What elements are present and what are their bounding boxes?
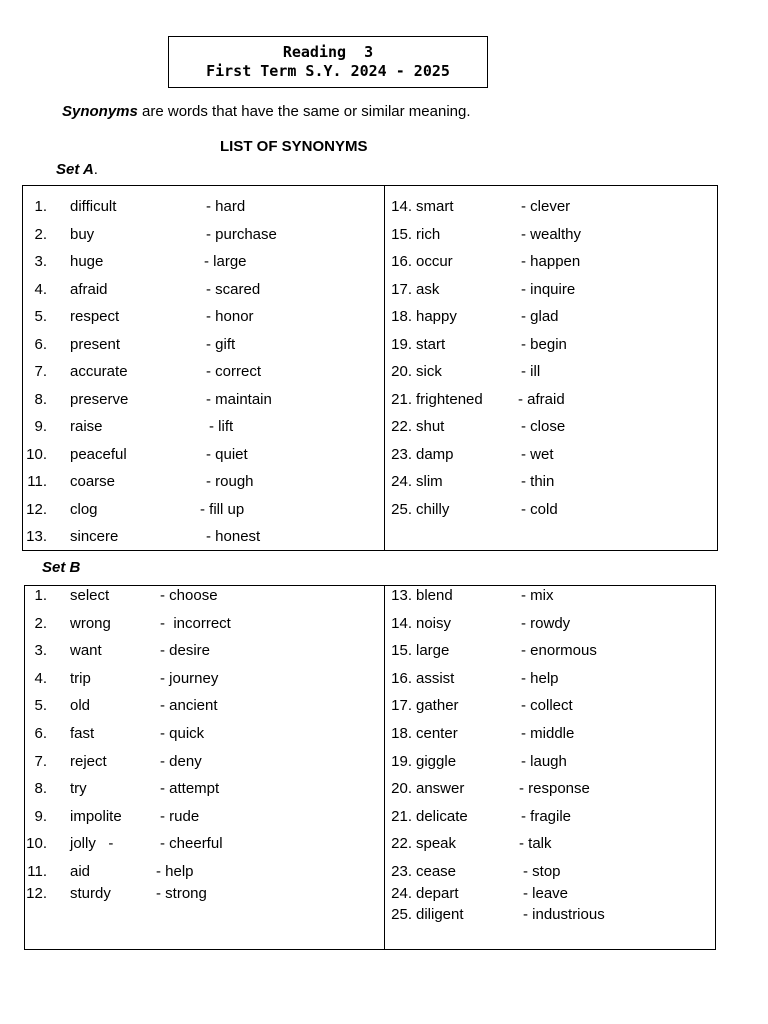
synonym-row: [0, 641, 768, 661]
synonym-row: [0, 197, 768, 217]
row-number: 12.: [26, 885, 47, 902]
row-synonym: - help: [156, 863, 194, 880]
row-synonym: - strong: [156, 885, 207, 902]
row-word: giggle: [416, 753, 457, 770]
row-synonym: - wet: [521, 446, 554, 463]
row-word: accurate: [70, 363, 128, 380]
list-heading: LIST OF SYNONYMS: [220, 138, 368, 155]
set-b-label: Set B: [42, 559, 81, 576]
synonym-row: [0, 362, 768, 382]
row-synonym: - ill: [521, 363, 541, 380]
synonym-row: [0, 472, 768, 492]
title-line-2: First Term S.Y. 2024 - 2025: [206, 62, 450, 80]
row-number: 16.: [391, 253, 412, 270]
row-synonym: - ancient: [160, 697, 218, 714]
row-synonym: - rough: [206, 473, 254, 490]
set-a-label: [56, 161, 98, 178]
row-synonym: - lift: [209, 418, 234, 435]
row-synonym: - purchase: [206, 226, 277, 243]
row-synonym: - attempt: [160, 780, 220, 797]
row-number: 11.: [27, 473, 47, 490]
row-synonym: - journey: [160, 670, 219, 687]
row-synonym: - response: [519, 780, 590, 797]
row-number: 18.: [391, 308, 412, 325]
row-number: 20.: [391, 780, 412, 797]
row-word: coarse: [70, 473, 116, 490]
row-word: fast: [70, 725, 95, 742]
row-number: 21.: [391, 391, 412, 408]
row-word: frightened: [416, 391, 483, 408]
synonym-row: [0, 586, 768, 606]
synonym-row: [0, 335, 768, 355]
row-word: gather: [416, 697, 459, 714]
title-box: [168, 36, 488, 88]
row-number: 3.: [34, 253, 47, 270]
row-synonym: - deny: [160, 753, 202, 770]
row-word: trip: [70, 670, 91, 687]
row-synonym: - happen: [521, 253, 581, 270]
row-synonym: - stop: [523, 863, 561, 880]
synonym-row: [0, 905, 768, 925]
row-synonym: - collect: [521, 697, 573, 714]
synonym-row: [0, 500, 768, 520]
row-word: delicate: [416, 808, 468, 825]
row-synonym: - rowdy: [521, 615, 571, 632]
synonym-row: [0, 225, 768, 245]
row-word: buy: [70, 226, 95, 243]
row-synonym: - talk: [519, 835, 552, 852]
row-word: shut: [416, 418, 445, 435]
row-number: 25.: [391, 501, 412, 518]
row-word: try: [70, 780, 87, 797]
title-line-1: Reading 3: [282, 43, 374, 61]
row-synonym: - gift: [206, 336, 236, 353]
synonym-row: [0, 834, 768, 854]
row-word: ask: [416, 281, 440, 298]
row-number: 14.: [391, 615, 412, 632]
row-number: 19.: [391, 753, 412, 770]
row-word: rich: [416, 226, 441, 243]
synonym-row: [0, 779, 768, 799]
row-synonym: - afraid: [518, 391, 565, 408]
set-a-label-suffix: .: [93, 161, 98, 178]
row-synonym: - help: [521, 670, 559, 687]
row-number: 13.: [26, 528, 47, 545]
row-word: speak: [416, 835, 457, 852]
row-synonym: - maintain: [206, 391, 272, 408]
row-number: 8.: [34, 780, 47, 797]
row-number: 9.: [34, 808, 47, 825]
row-number: 23.: [391, 446, 412, 463]
row-synonym: - inquire: [521, 281, 576, 298]
row-synonym: - honest: [206, 528, 261, 545]
row-synonym: - incorrect: [160, 615, 231, 632]
row-synonym: - begin: [521, 336, 567, 353]
row-synonym: - rude: [160, 808, 200, 825]
row-number: 6.: [34, 725, 47, 742]
row-word: jolly -: [70, 835, 114, 852]
row-synonym: - wealthy: [521, 226, 582, 243]
row-number: 1.: [34, 587, 47, 604]
row-word: select: [70, 587, 110, 604]
row-word: happy: [416, 308, 457, 325]
row-number: 21.: [391, 808, 412, 825]
row-synonym: - clever: [521, 198, 571, 215]
row-word: answer: [416, 780, 465, 797]
row-word: noisy: [416, 615, 452, 632]
synonym-row: [0, 252, 768, 272]
row-word: impolite: [70, 808, 122, 825]
row-number: 22.: [391, 418, 412, 435]
synonym-row: [0, 614, 768, 634]
row-word: damp: [416, 446, 454, 463]
row-number: 10.: [26, 446, 47, 463]
row-synonym: - quiet: [206, 446, 248, 463]
row-number: 2.: [34, 615, 47, 632]
row-synonym: - enormous: [521, 642, 597, 659]
row-number: 11.: [27, 863, 47, 880]
synonym-row: [0, 390, 768, 410]
row-word: center: [416, 725, 458, 742]
synonym-row: [0, 527, 768, 547]
row-number: 25.: [391, 906, 412, 923]
row-synonym: - leave: [523, 885, 569, 902]
row-number: 6.: [34, 336, 47, 353]
row-number: 16.: [391, 670, 412, 687]
row-number: 4.: [34, 281, 47, 298]
row-word: peaceful: [70, 446, 127, 463]
row-word: sturdy: [70, 885, 111, 902]
row-number: 3.: [34, 642, 47, 659]
row-word: wrong: [70, 615, 111, 632]
row-number: 23.: [391, 863, 412, 880]
row-number: 7.: [34, 753, 47, 770]
row-word: raise: [70, 418, 103, 435]
row-synonym: - fill up: [200, 501, 245, 518]
row-word: clog: [70, 501, 98, 518]
row-word: reject: [70, 753, 107, 770]
row-synonym: - desire: [160, 642, 211, 659]
row-word: blend: [416, 587, 453, 604]
synonym-row: [0, 752, 768, 772]
set-a-label-text: Set A: [56, 161, 94, 178]
row-word: occur: [416, 253, 453, 270]
row-word: assist: [416, 670, 455, 687]
row-word: start: [416, 336, 446, 353]
row-number: 12.: [26, 501, 47, 518]
row-synonym: - glad: [521, 308, 559, 325]
synonym-row: [0, 884, 768, 904]
row-synonym: - large: [204, 253, 247, 270]
row-synonym: - close: [521, 418, 566, 435]
row-word: huge: [70, 253, 104, 270]
row-word: difficult: [70, 198, 117, 215]
row-synonym: - hard: [206, 198, 246, 215]
row-number: 4.: [34, 670, 47, 687]
row-word: sincere: [70, 528, 119, 545]
row-number: 5.: [34, 308, 47, 325]
row-word: aid: [70, 863, 91, 880]
synonym-row: [0, 445, 768, 465]
row-number: 7.: [34, 363, 47, 380]
row-number: 14.: [391, 198, 412, 215]
synonym-row: [0, 307, 768, 327]
synonym-row: [0, 669, 768, 689]
intro-term: Synonyms: [62, 103, 138, 120]
row-synonym: - thin: [521, 473, 555, 490]
row-word: present: [70, 336, 121, 353]
row-word: chilly: [416, 501, 450, 518]
row-number: 5.: [34, 697, 47, 714]
synonym-row: [0, 280, 768, 300]
row-number: 17.: [391, 281, 412, 298]
row-synonym: - scared: [206, 281, 261, 298]
intro-sentence: [62, 103, 471, 120]
row-number: 24.: [391, 885, 412, 902]
row-synonym: - cold: [521, 501, 558, 518]
row-number: 10.: [26, 835, 47, 852]
row-number: 15.: [391, 226, 412, 243]
row-synonym: - correct: [206, 363, 262, 380]
row-synonym: - quick: [160, 725, 205, 742]
row-word: afraid: [70, 281, 108, 298]
row-number: 24.: [391, 473, 412, 490]
row-word: slim: [416, 473, 443, 490]
row-word: cease: [416, 863, 457, 880]
row-word: preserve: [70, 391, 129, 408]
row-synonym: - mix: [521, 587, 554, 604]
row-word: respect: [70, 308, 120, 325]
row-number: 17.: [391, 697, 412, 714]
row-word: large: [416, 642, 450, 659]
row-synonym: - laugh: [521, 753, 567, 770]
row-synonym: - middle: [521, 725, 575, 742]
row-synonym: - cheerful: [160, 835, 223, 852]
row-number: 20.: [391, 363, 412, 380]
row-synonym: - industrious: [523, 906, 605, 923]
intro-rest: are words that have the same or similar meaning.: [137, 103, 471, 120]
synonym-row: [0, 862, 768, 882]
row-synonym: - honor: [206, 308, 254, 325]
row-number: 15.: [391, 642, 412, 659]
row-word: diligent: [416, 906, 464, 923]
row-word: depart: [416, 885, 459, 902]
synonym-row: [0, 417, 768, 437]
row-word: smart: [416, 198, 454, 215]
row-number: 9.: [34, 418, 47, 435]
row-number: 1.: [34, 198, 47, 215]
row-number: 8.: [34, 391, 47, 408]
synonym-row: [0, 724, 768, 744]
row-number: 13.: [391, 587, 412, 604]
row-word: sick: [416, 363, 442, 380]
row-synonym: - fragile: [521, 808, 572, 825]
row-number: 22.: [391, 835, 412, 852]
synonym-row: [0, 807, 768, 827]
row-word: want: [70, 642, 102, 659]
row-number: 19.: [391, 336, 412, 353]
row-number: 2.: [34, 226, 47, 243]
row-number: 18.: [391, 725, 412, 742]
row-synonym: - choose: [160, 587, 218, 604]
row-word: old: [70, 697, 91, 714]
synonym-row: [0, 696, 768, 716]
